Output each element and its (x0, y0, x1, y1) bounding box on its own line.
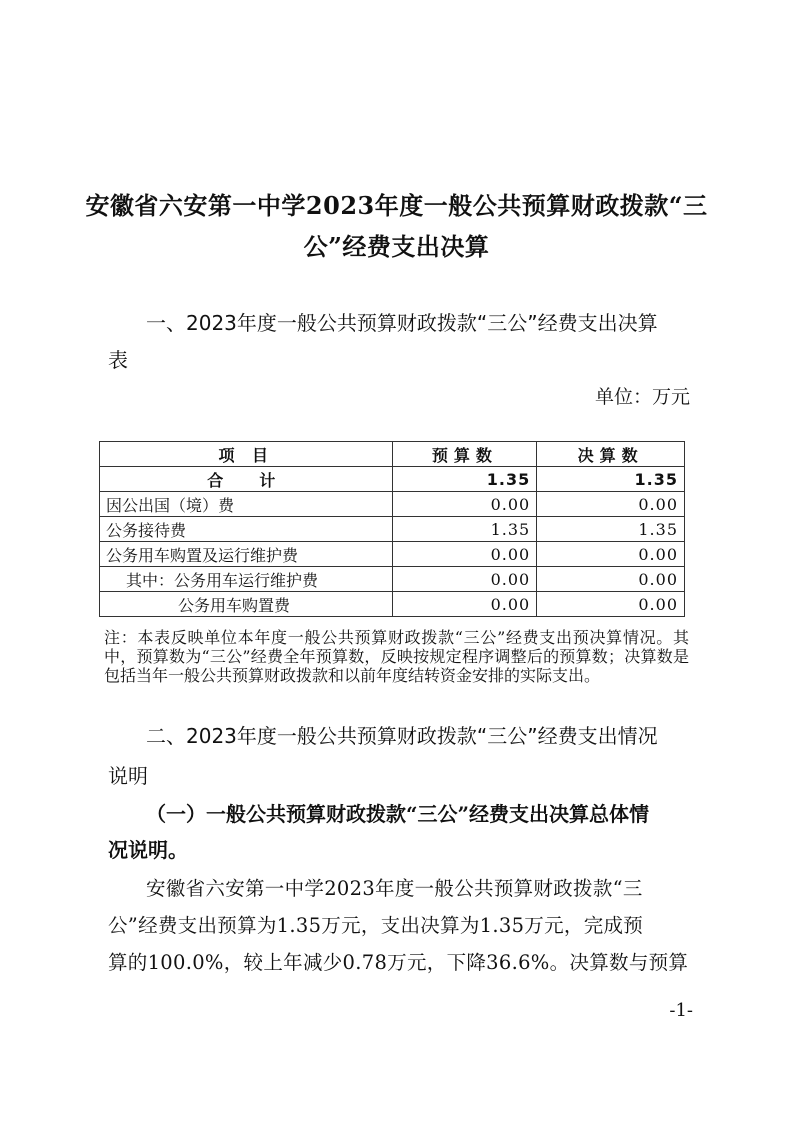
row-label: 其中：公务用车运行维护费 (100, 567, 393, 592)
row-actual: 0.00 (537, 592, 685, 617)
paragraph-line2: 公”经费支出预算为1.35万元，支出决算为1.35万元，完成预 (108, 914, 644, 937)
row-actual: 1.35 (537, 517, 685, 542)
table-row (100, 567, 685, 592)
unit-label: 单位：万元 (594, 386, 690, 408)
row-actual: 1.35 (537, 467, 685, 492)
section1-heading-line1: 一、2023年度一般公共预算财政拨款“三公”经费支出决算 (146, 311, 658, 335)
table-note: 注：本表反映单位本年度一般公共预算财政拨款“三公”经费支出预决算情况。其中，预算数为“三公”经费全年预算数，反映按规定程序调整后的预算数；决算数是包括当年一般公共预算财政拨款和以前年度结转资金安排的实际支出。 (104, 628, 689, 685)
paragraph-line3: 算的100.0%，较上年减少0.78万元，下降36.6%。决算数与预算 (108, 951, 689, 974)
page-number: -1- (669, 1000, 693, 1021)
row-actual: 0.00 (537, 492, 685, 517)
section2-heading-line2: 说明 (108, 764, 148, 788)
header-item: 项 目 (100, 442, 393, 467)
header-budget: 预算数 (393, 442, 537, 467)
paragraph-line1: 安徽省六安第一中学2023年度一般公共预算财政拨款“三 (146, 877, 643, 900)
row-label: 合 计 (100, 467, 393, 492)
page-title-line2: 公”经费支出决算 (303, 232, 490, 261)
section2-heading-line1: 二、2023年度一般公共预算财政拨款“三公”经费支出情况 (146, 724, 658, 748)
subsection1-heading-line2: 况说明。 (108, 838, 188, 862)
row-actual: 0.00 (537, 567, 685, 592)
budget-table (99, 441, 685, 617)
section1-heading-line2: 表 (108, 348, 128, 372)
table-row (100, 517, 685, 542)
table-row (100, 542, 685, 567)
row-actual: 0.00 (537, 542, 685, 567)
row-label: 公务接待费 (100, 517, 393, 542)
row-label: 因公出国（境）费 (100, 492, 393, 517)
row-label: 公务用车购置及运行维护费 (100, 542, 393, 567)
row-budget: 0.00 (393, 492, 537, 517)
row-budget: 0.00 (393, 567, 537, 592)
subsection1-heading-line1: （一）一般公共预算财政拨款“三公”经费支出决算总体情 (146, 802, 650, 826)
table-header-row (100, 442, 685, 467)
row-budget: 1.35 (393, 517, 537, 542)
row-budget: 1.35 (393, 467, 537, 492)
page-title-line1: 安徽省六安第一中学2023年度一般公共预算财政拨款“三 (85, 191, 708, 220)
table-row (100, 492, 685, 517)
row-budget: 0.00 (393, 592, 537, 617)
header-actual: 决算数 (537, 442, 685, 467)
row-label: 公务用车购置费 (100, 592, 393, 617)
row-budget: 0.00 (393, 542, 537, 567)
table-row (100, 592, 685, 617)
table-row-total (100, 467, 685, 492)
